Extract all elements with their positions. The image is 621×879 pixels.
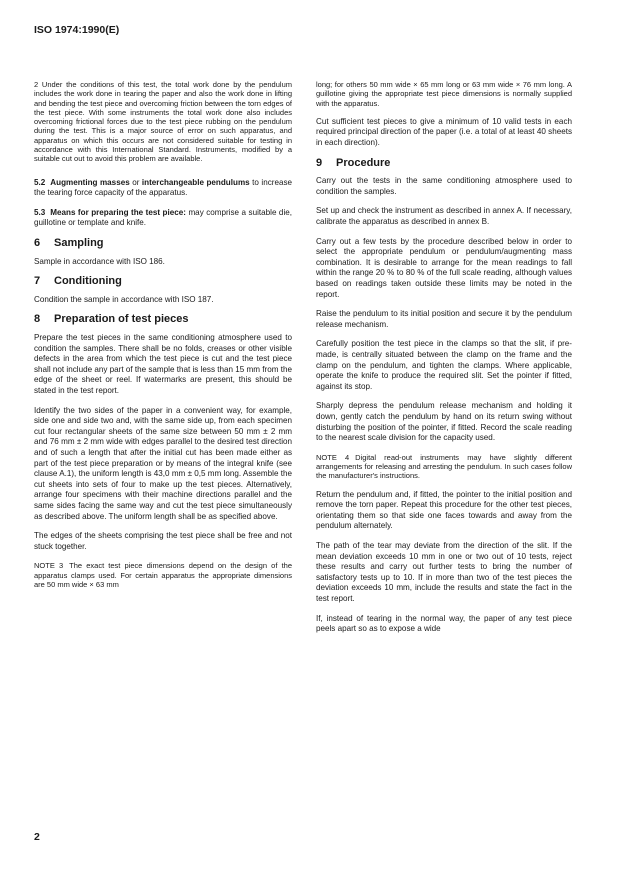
procedure-para-2: Set up and check the instrument as described in annex A. If necessary, calibrate the apparatus as described in annex B. [316, 206, 572, 227]
clause-title-2: interchangeable pendulums [141, 177, 250, 187]
document-header: ISO 1974:1990(E) [34, 24, 120, 36]
preparation-para-3: The edges of the sheets comprising the test piece shall be free and not stuck together. [34, 531, 292, 551]
clause-title: Means for preparing the test piece: [50, 207, 186, 217]
clause-number: 5.2 [34, 177, 46, 187]
procedure-para-4: Raise the pendulum to its initial position and secure it by the pendulum release mechanism. [316, 309, 572, 329]
page-number: 2 [34, 831, 40, 843]
procedure-para-3: Carry out a few tests by the procedure described below in order to select the appropriate pendulum or pendulum/augmenting mass combination. It is desirable to arrange for the mean readings to fall within the range 20 % to 80 % of the full scale reading, although values based on readings taken outside these limits may be noted in the report. [316, 236, 572, 299]
heading-procedure: 9 Procedure [316, 156, 391, 169]
clause-text: may comprise a suitable die, guillotine or template and knife. [34, 207, 292, 228]
procedure-para-6: Sharply depress the pendulum release mechanism and holding it down, gently catch the pendulum by hand on its return swing without disturbing the position of the pointer, if fitted. Record the scale reading to the nearest scale division for the capacity used. [316, 401, 572, 443]
procedure-para-1: Carry out the tests in the same conditioning atmosphere used to condition the samples. [316, 176, 572, 196]
heading-sampling: 6 Sampling [34, 237, 104, 250]
note-2: 2 Under the conditions of this test, the total work done by the pendulum includes the work done in tearing the paper and also the work done in lifting and bending the test piece and overcoming friction between the torn edges of the test piece. With some instruments the total work done also includes overcoming frictional forces due to the test piece rubbing on the pendulum during the test. This is a major source of error on such apparatus, and apparatus on which this occurs are not considered suitable for testing in accordance with this International Standard. Instruments, modified by a suitable cut out to avoid this problem are available. [34, 80, 292, 164]
clause-title: Augmenting masses [50, 177, 130, 187]
left-column [34, 80, 292, 598]
procedure-para-9: If, instead of tearing in the normal way, the paper of any test piece peels apart so as to expose a wide [316, 613, 572, 634]
clause-number: 5.3 [34, 207, 46, 217]
procedure-para-7: Return the pendulum and, if fitted, the pointer to the initial position and remove the torn paper. Repeat this procedure for the other test pieces, orientating them so that side one faces towards and away from the pendulum alternately. [316, 489, 572, 531]
procedure-para-8: The path of the tear may deviate from the direction of the slit. If the mean deviation exceeds 10 mm in one or two out of 10 tests, reject these results and carry out further tests to bring the number of satisfactory tests up to 10. If in more than two of the test pieces the deviation exceeds 10 mm, include the results and state the fact in the test report. [316, 541, 572, 603]
preparation-para-1: Prepare the test pieces in the same conditioning atmosphere used to condition the samples. There shall be no folds, creases or other visible defects in the area from which the test piece is cut and the test piece shall not include any part of the sample that is less than 15 mm from the edge of the sheet or reel. If watermarks are present, this should be stated in the test report. [34, 333, 292, 395]
conditioning-text: Condition the sample in accordance with ISO 187. [34, 294, 214, 304]
note-3: NOTE 3 The exact test piece dimensions depend on the design of the apparatus clamps used. For certain apparatus the appropriate dimensions are 50 mm wide × 63 mm [34, 561, 292, 589]
note-4: NOTE 4 Digital read-out instruments may have slightly different arrangements for releasing and arresting the pendulum. In such cases follow the manufacturer's instructions. [316, 452, 572, 481]
note-3-continued: long; for others 50 mm wide × 65 mm long or 63 mm wide × 76 mm long. A guillotine giving the appropriate test piece dimensions is normally supplied with the apparatus. [316, 80, 572, 108]
preparation-para-2: Identify the two sides of the paper in a convenient way, for example, side one and side two and, with the same side up, from each specimen cut four rectangular sheets of the same size between 50 mm ± 2 mm and 76 mm ± 2 mm wide with edges parallel to the desired test direction and of such a length that after the initial cut has been made either as part of the test piece preparation or by means of the integral knife (see clause A.1), the uniform length is 43,0 mm ± 0,5 mm long. Assemble the cut sheets into sets of four to make up the test pieces. Alternatively, arrange four specimens with their machine directions parallel and the same sides facing the same way and cut the test piece simultaneously as described above. The uniform length shall be as specified above. [34, 405, 292, 521]
right-column [316, 80, 572, 644]
sampling-text: Sample in accordance with ISO 186. [34, 256, 165, 266]
heading-preparation: 8 Preparation of test pieces [34, 313, 189, 326]
procedure-para-5: Carefully position the test piece in the clamps so that the slit, if pre-made, is centrally situated between the clamp on the frame and the clamp on the pendulum, and tighten the clamps. Where applicable, operate the knife to produce the required slit. Set the pointer if fitted, against its stop. [316, 339, 572, 391]
heading-conditioning: 7 Conditioning [34, 275, 122, 288]
clause-text: to increase the tearing force capacity of the apparatus. [34, 177, 293, 198]
cut-test-pieces-text: Cut sufficient test pieces to give a minimum of 10 valid tests in each required principal direction of the paper (i.e. a total of at least 40 sheets in each direction). [316, 116, 572, 148]
clause-5-2 [34, 178, 292, 199]
clause-5-3 [34, 208, 292, 229]
clause-connector: or [129, 177, 142, 187]
